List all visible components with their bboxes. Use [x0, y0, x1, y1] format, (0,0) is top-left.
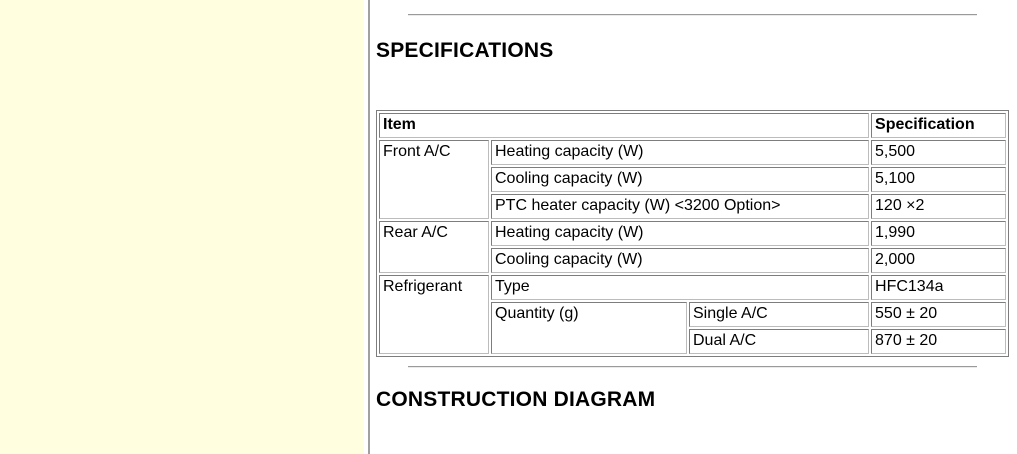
value-cell: HFC134a [871, 275, 1006, 300]
construction-diagram-heading: CONSTRUCTION DIAGRAM [376, 388, 656, 411]
group-cell-front-ac: Front A/C [379, 140, 489, 219]
item-cell: Heating capacity (W) [491, 140, 869, 165]
variant-cell: Single A/C [689, 302, 869, 327]
item-cell: Cooling capacity (W) [491, 248, 869, 273]
value-cell: 2,000 [871, 248, 1006, 273]
header-cell-specification: Specification [871, 113, 1006, 138]
content-frame [370, 0, 1017, 454]
sidebar-frame [0, 0, 364, 454]
value-cell: 1,990 [871, 221, 1006, 246]
group-cell-refrigerant: Refrigerant [379, 275, 489, 354]
variant-cell: Dual A/C [689, 329, 869, 354]
group-cell-rear-ac: Rear A/C [379, 221, 489, 273]
table-header-row [379, 113, 1006, 138]
value-cell: 550 ± 20 [871, 302, 1006, 327]
specifications-table [376, 110, 1009, 357]
bottom-horizontal-rule [408, 366, 978, 368]
item-cell: Type [491, 275, 869, 300]
value-cell: 5,500 [871, 140, 1006, 165]
header-cell-item: Item [379, 113, 869, 138]
item-cell-quantity: Quantity (g) [491, 302, 687, 354]
top-horizontal-rule [408, 14, 978, 16]
item-cell: Heating capacity (W) [491, 221, 869, 246]
value-cell: 870 ± 20 [871, 329, 1006, 354]
table-row [379, 221, 1006, 246]
specifications-heading: SPECIFICATIONS [376, 39, 554, 62]
item-cell: PTC heater capacity (W) <3200 Option> [491, 194, 869, 219]
table-row [379, 140, 1006, 165]
value-cell: 120 ×2 [871, 194, 1006, 219]
item-cell: Cooling capacity (W) [491, 167, 869, 192]
table-row [379, 275, 1006, 300]
value-cell: 5,100 [871, 167, 1006, 192]
